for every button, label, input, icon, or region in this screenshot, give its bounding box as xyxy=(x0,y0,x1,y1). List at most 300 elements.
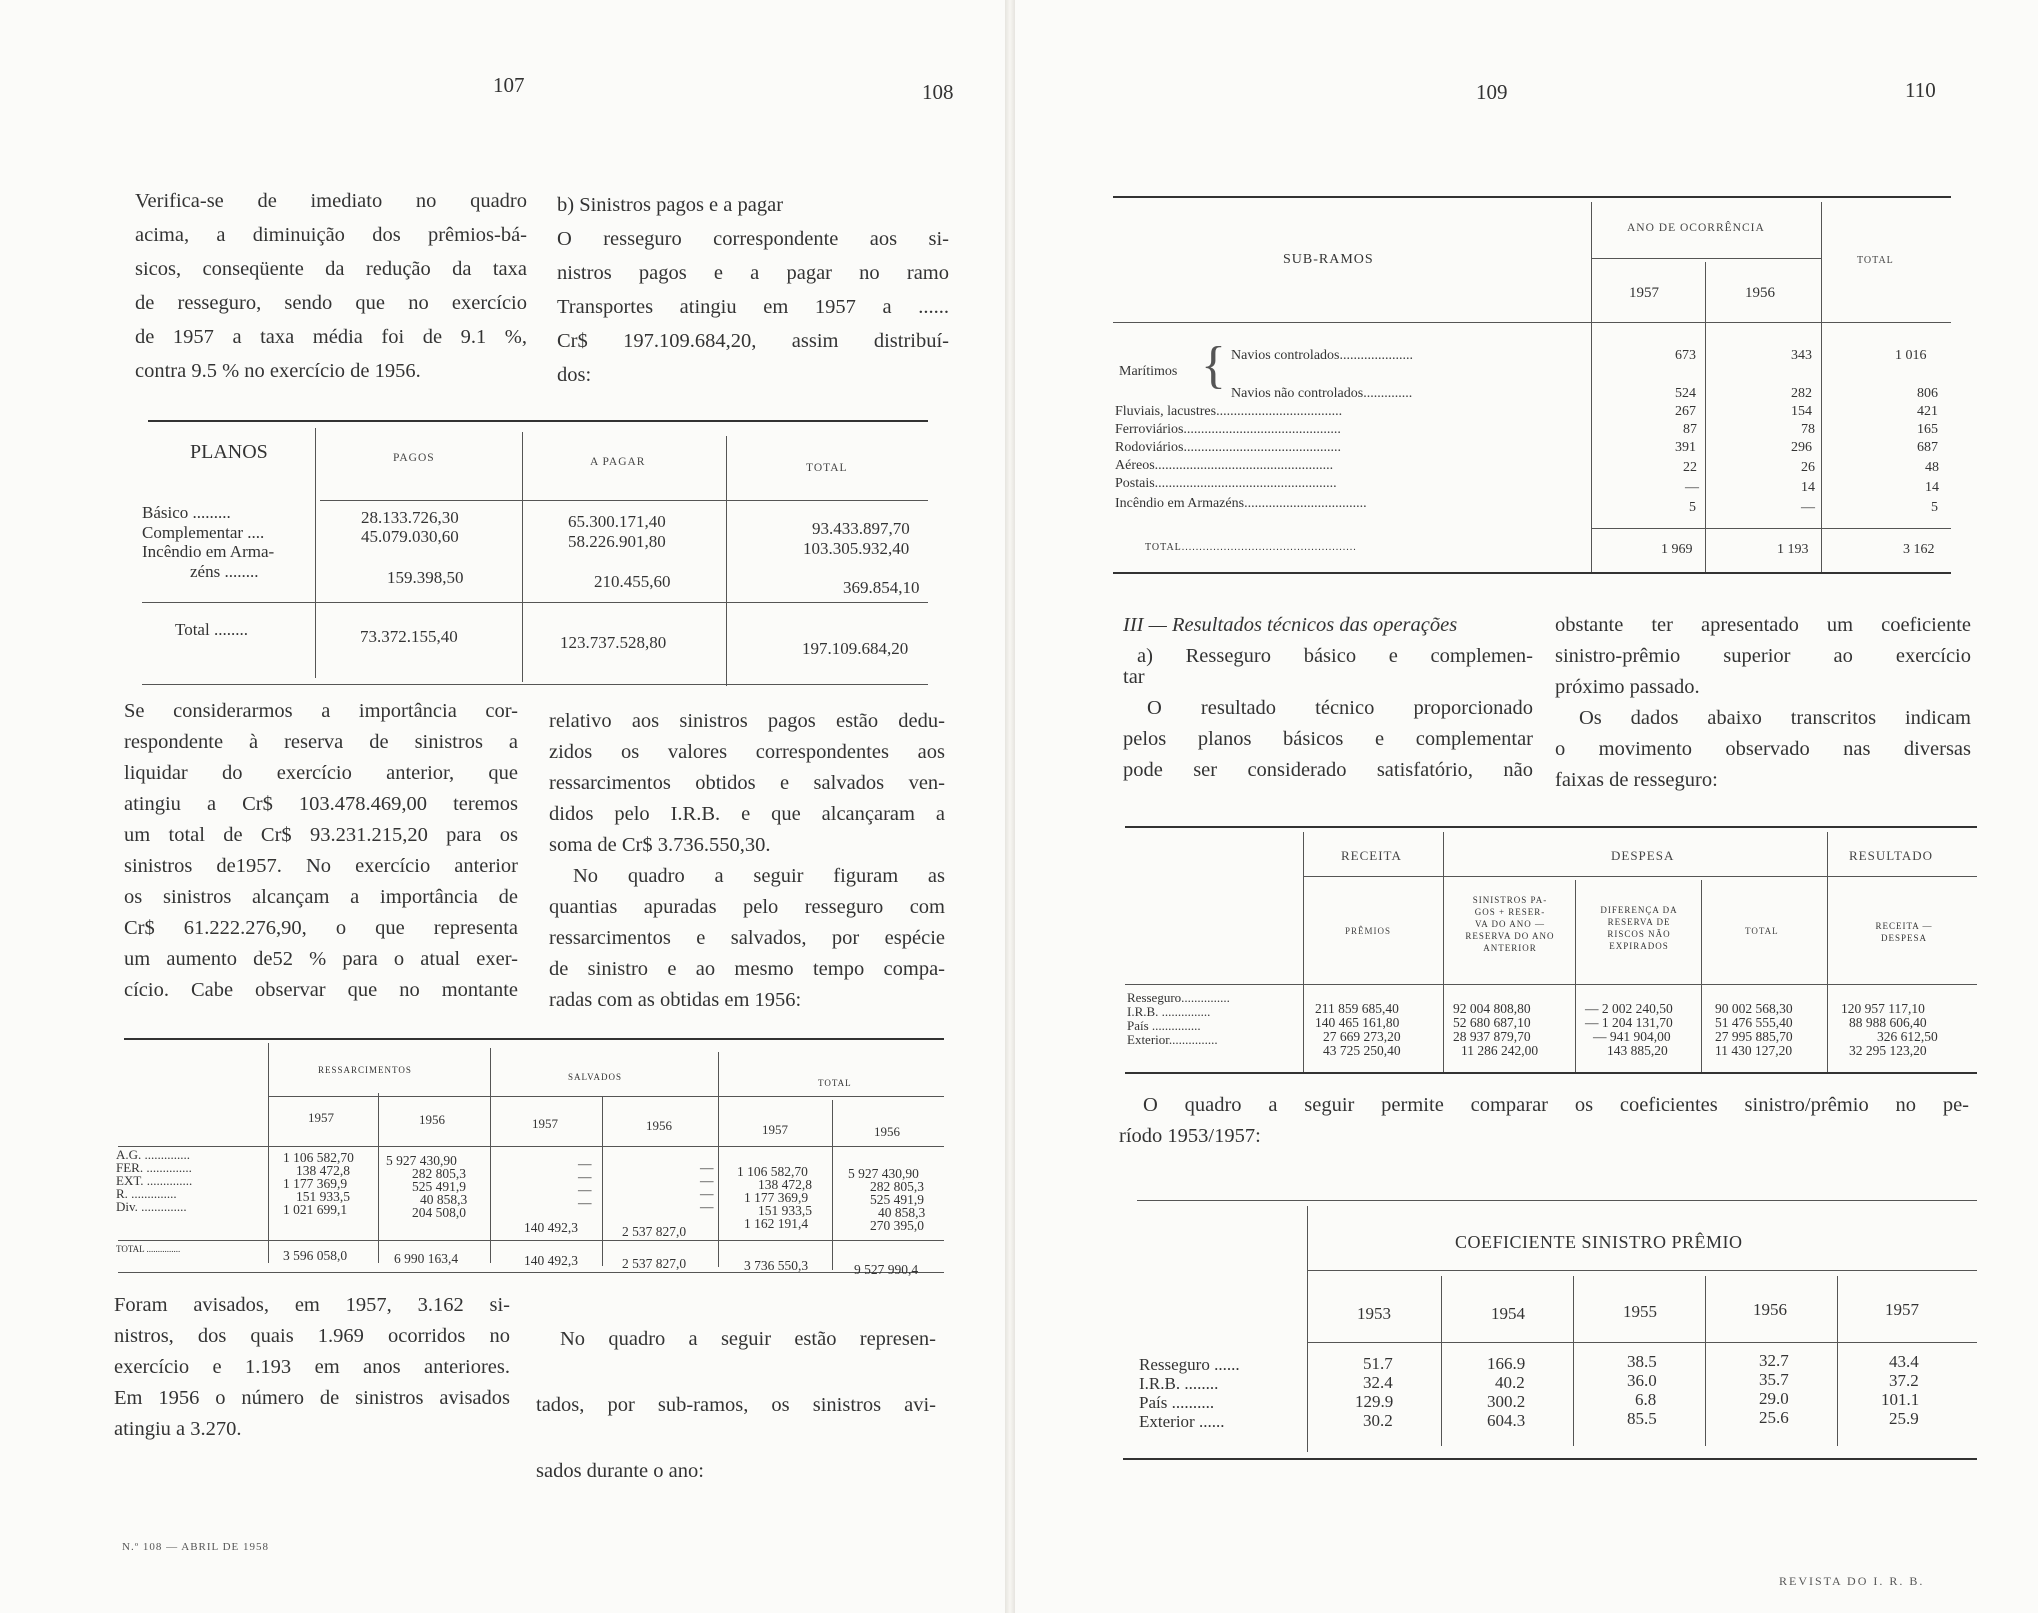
cell-value: 151 933,5 xyxy=(296,1189,350,1204)
cell-value: 14 xyxy=(1801,480,1815,495)
text-line: ríodo 1953/1957: xyxy=(1119,1125,1261,1147)
row-label: País .......... xyxy=(1139,1393,1215,1412)
header-subramos: SUB-RAMOS xyxy=(1283,252,1374,267)
cell-value: 36.0 xyxy=(1627,1371,1657,1390)
cell-value: 28.133.726,30 xyxy=(361,508,459,527)
group-header: TOTAL xyxy=(818,1078,852,1088)
cell-value: 28 937 879,70 xyxy=(1453,1029,1531,1044)
cell-value: 2 537 827,0 xyxy=(622,1256,687,1271)
cell-value: 11 430 127,20 xyxy=(1715,1043,1793,1058)
cell-value: — xyxy=(578,1169,592,1184)
group-header: SALVADOS xyxy=(568,1072,623,1082)
row-label: I.R.B. ............... xyxy=(1127,1004,1211,1019)
group-header: RESSARCIMENTOS xyxy=(318,1065,412,1075)
row-label: Exterior............... xyxy=(1127,1032,1218,1047)
cell-value: 5 xyxy=(1689,500,1696,515)
table-rule xyxy=(1113,322,1951,323)
table-column-rule xyxy=(1705,1276,1706,1446)
year-header: 1953 xyxy=(1357,1304,1391,1323)
table-rule xyxy=(1137,1200,1977,1201)
text-line: quantias apuradas pelo resseguro com xyxy=(549,896,945,918)
cell-value: 282 xyxy=(1791,386,1812,401)
text-line: acima, a diminuição dos prêmios-bá- xyxy=(135,224,527,246)
header-diferenca xyxy=(1581,904,1697,952)
text-line: faixas de resseguro: xyxy=(1555,769,1718,791)
row-label: FER. .............. xyxy=(116,1160,192,1175)
table-column-rule xyxy=(1821,202,1822,572)
cell-value: 210.455,60 xyxy=(594,572,671,591)
row-label: Resseguro ...... xyxy=(1139,1355,1240,1374)
text-line: tar xyxy=(1123,666,1145,688)
table-rule xyxy=(1307,1270,1977,1271)
cell-value: 204 508,0 xyxy=(412,1205,466,1220)
table-column-rule xyxy=(726,436,727,686)
text-line: dos: xyxy=(557,364,592,386)
text-line: exercício e 1.193 em anos anteriores. xyxy=(114,1356,510,1378)
text-line: radas com as obtidas em 1956: xyxy=(549,989,802,1011)
cell-value: 267 xyxy=(1675,404,1696,419)
text-line: o movimento observado nas diversas xyxy=(1555,738,1971,760)
header-premios: PRÊMIOS xyxy=(1345,926,1392,936)
cell-value: 143 885,20 xyxy=(1607,1043,1668,1058)
row-label: Resseguro............... xyxy=(1127,990,1230,1005)
text-line: ressarcimentos e salvados, por espécie xyxy=(549,927,945,949)
row-label: Complementar .... xyxy=(142,523,265,542)
cell-value: 26 xyxy=(1801,460,1815,475)
cell-value: 687 xyxy=(1917,440,1938,455)
cell-value: 1 177 369,9 xyxy=(744,1190,809,1205)
text-line: de 1957 a taxa média foi de 9.1 %, xyxy=(135,326,527,348)
cell-value: — xyxy=(578,1195,592,1210)
table-column-rule xyxy=(1441,1276,1442,1446)
cell-value: 87 xyxy=(1683,422,1697,437)
table-column-rule xyxy=(315,428,316,678)
text-line: próximo passado. xyxy=(1555,676,1700,698)
coef-title: COEFICIENTE SINISTRO PRÊMIO xyxy=(1455,1232,1743,1252)
p107-paragraph-1 xyxy=(135,184,527,388)
cell-value: 6.8 xyxy=(1635,1390,1657,1409)
cell-value: 140 492,3 xyxy=(524,1253,578,1268)
text-line: b) Sinistros pagos e a pagar xyxy=(557,194,784,216)
table-column-rule xyxy=(522,432,523,682)
cell-value: 14 xyxy=(1925,480,1939,495)
text-line: atingiu a Cr$ 103.478.469,00 teremos xyxy=(124,793,518,815)
p107-paragraph-3 xyxy=(114,1290,510,1445)
text-line: O quadro a seguir permite comparar os coeficientes sinistro/prêmio no pe- xyxy=(1143,1094,1969,1116)
cell-value: 65.300.171,40 xyxy=(568,512,666,531)
cell-value: 43.4 xyxy=(1889,1352,1919,1371)
cell-value: 369.854,10 xyxy=(843,578,920,597)
table-column-rule xyxy=(490,1048,491,1263)
header-resultado: RESULTADO xyxy=(1849,848,1934,863)
table-column-rule xyxy=(1575,880,1576,1072)
table-column-rule xyxy=(832,1100,833,1270)
cell-value: 1 193 xyxy=(1777,542,1809,557)
row-label: A.G. .............. xyxy=(116,1147,191,1162)
cell-value: 9 527 990,4 xyxy=(854,1262,919,1277)
table-rule xyxy=(148,420,928,422)
header-line: SINISTROS PA- xyxy=(1472,895,1548,905)
table-column-rule xyxy=(1701,880,1702,1072)
p109-paragraph-1 xyxy=(1123,610,1533,786)
header-receita: RECEITA xyxy=(1341,848,1402,863)
cell-value: — xyxy=(1801,500,1815,515)
row-label: Exterior ...... xyxy=(1139,1412,1225,1431)
p107-paragraph-2 xyxy=(124,696,518,1006)
text-line: sicos, conseqüente da redução da taxa xyxy=(135,258,527,280)
text-line: nistros pagos e a pagar no ramo xyxy=(557,262,949,284)
table-rule xyxy=(1113,196,1951,198)
row-label: Rodoviários............................................. xyxy=(1115,440,1341,455)
text-line: soma de Cr$ 3.736.550,30. xyxy=(549,834,771,856)
cell-value: 154 xyxy=(1791,404,1812,419)
cell-value: 32.4 xyxy=(1363,1373,1393,1392)
text-line: O resultado técnico proporcionado xyxy=(1147,697,1533,719)
text-line: tados, por sub-ramos, os sinistros avi- xyxy=(536,1394,936,1416)
cell-value: 32 295 123,20 xyxy=(1849,1043,1927,1058)
year-header: 1956 xyxy=(419,1112,445,1127)
cell-value: 48 xyxy=(1925,460,1939,475)
table-column-rule xyxy=(378,1093,379,1263)
total-value: 73.372.155,40 xyxy=(360,627,458,646)
table-rule xyxy=(142,602,928,603)
table-rule xyxy=(1303,876,1977,877)
page-number-110: 110 xyxy=(1905,78,1936,102)
header-pagos: PAGOS xyxy=(393,452,435,464)
cell-value: 2 537 827,0 xyxy=(622,1224,687,1239)
cell-value: — xyxy=(700,1173,714,1188)
row-label: Incêndio em Armazéns................................... xyxy=(1115,496,1367,511)
text-line: Se considerarmos a importância cor- xyxy=(124,700,518,722)
row-label: Ferroviários............................................. xyxy=(1115,422,1341,437)
cell-value: 6 990 163,4 xyxy=(394,1251,459,1266)
cell-value: — xyxy=(700,1160,714,1175)
table-column-rule xyxy=(1303,832,1304,1072)
text-line: pelos planos básicos e complementar xyxy=(1123,728,1533,750)
cell-value: 40 858,3 xyxy=(420,1192,468,1207)
page-number-107: 107 xyxy=(493,73,525,97)
year-header: 1957 xyxy=(308,1110,334,1125)
header-line: VA DO ANO — xyxy=(1474,919,1546,929)
text-line: cício. Cabe observar que no montante xyxy=(124,979,518,1001)
cell-value: — 1 204 131,70 xyxy=(1585,1015,1673,1030)
header-line: DIFERENÇA DA xyxy=(1600,905,1678,915)
text-line: um aumento de52 % para o atual exer- xyxy=(124,948,518,970)
table-rule xyxy=(1591,528,1951,529)
cell-value: 138 472,8 xyxy=(296,1163,350,1178)
cell-value: 524 xyxy=(1675,386,1696,401)
footer-issue: N.º 108 — ABRIL DE 1958 xyxy=(122,1541,270,1553)
text-line: sinistros de1957. No exercício anterior xyxy=(124,855,518,877)
header-total: TOTAL xyxy=(1745,926,1779,936)
text-line: obstante ter apresentado um coeficiente xyxy=(1555,614,1971,636)
cell-value: 27 669 273,20 xyxy=(1323,1029,1401,1044)
table-rule xyxy=(1591,258,1821,259)
table-column-rule xyxy=(1705,262,1706,572)
year-header: 1956 xyxy=(1745,285,1775,301)
table-rule xyxy=(268,1096,944,1097)
table-rule xyxy=(124,1038,944,1040)
header-line: RISCOS NÃO xyxy=(1607,929,1671,939)
cell-value: 38.5 xyxy=(1627,1352,1657,1371)
header-line: RECEITA — xyxy=(1875,921,1933,931)
cell-value: — 2 002 240,50 xyxy=(1585,1001,1673,1016)
cell-value: — 941 904,00 xyxy=(1593,1029,1671,1044)
cell-value: 1 106 582,70 xyxy=(283,1150,354,1165)
cell-value: 1 969 xyxy=(1661,542,1693,557)
text-line: Em 1956 o número de sinistros avisados xyxy=(114,1387,510,1409)
cell-value: — xyxy=(700,1186,714,1201)
cell-value: 1 162 191,4 xyxy=(744,1216,809,1231)
header-line: EXPIRADOS xyxy=(1609,941,1669,951)
cell-value: 5 927 430,90 xyxy=(848,1166,919,1181)
table-rule xyxy=(1125,826,1977,828)
cell-value: 5 xyxy=(1931,500,1938,515)
table-column-rule xyxy=(268,1043,269,1263)
table-rule xyxy=(1123,1458,1977,1460)
cell-value: 120 957 117,10 xyxy=(1841,1001,1925,1016)
section-heading: III — Resultados técnicos das operações xyxy=(1123,614,1458,636)
table-column-rule xyxy=(1307,1206,1308,1452)
row-label: Fluviais, lacustres.................................... xyxy=(1115,404,1343,419)
cell-value: 78 xyxy=(1801,422,1815,437)
cell-value: 326 612,50 xyxy=(1877,1029,1938,1044)
row-label: Navios não controlados.............. xyxy=(1231,386,1413,401)
header-total: TOTAL xyxy=(806,462,848,474)
year-header: 1956 xyxy=(1753,1300,1787,1319)
cell-value: 270 395,0 xyxy=(870,1218,924,1233)
cell-value: 525 491,9 xyxy=(870,1192,924,1207)
cell-value: 11 286 242,00 xyxy=(1461,1043,1539,1058)
cell-value: 90 002 568,30 xyxy=(1715,1001,1793,1016)
cell-value: 58.226.901,80 xyxy=(568,532,666,551)
text-line: No quadro a seguir figuram as xyxy=(573,865,945,887)
year-header: 1956 xyxy=(646,1118,672,1133)
table-column-rule xyxy=(718,1052,719,1267)
left-page xyxy=(0,0,1005,1613)
brace: { xyxy=(1201,337,1226,394)
table-rule xyxy=(1113,572,1951,574)
text-line: a) Resseguro básico e complemen- xyxy=(1137,645,1533,667)
cell-value: 22 xyxy=(1683,460,1697,475)
text-line: liquidar do exercício anterior, que xyxy=(124,762,518,784)
row-label: I.R.B. ........ xyxy=(1139,1374,1219,1393)
cell-value: 1 177 369,9 xyxy=(283,1176,348,1191)
text-line: contra 9.5 % no exercício de 1956. xyxy=(135,360,421,382)
page-number-109: 109 xyxy=(1476,80,1508,104)
row-label: Div. .............. xyxy=(116,1199,187,1214)
text-line: atingiu a 3.270. xyxy=(114,1418,242,1440)
row-label: TOTAL ............... xyxy=(116,1244,181,1254)
cell-value: 343 xyxy=(1791,348,1812,363)
cell-value: 1 021 699,1 xyxy=(283,1202,348,1217)
p108-paragraph-1 xyxy=(557,188,949,392)
cell-value: 32.7 xyxy=(1759,1351,1789,1370)
header-a-pagar: A PAGAR xyxy=(590,456,646,468)
table-rule xyxy=(118,1146,944,1147)
text-line: respondente à reserva de sinistros a xyxy=(124,731,518,753)
table-rule xyxy=(1125,1072,1977,1074)
p108-paragraph-2 xyxy=(549,706,945,1016)
cell-value: 421 xyxy=(1917,404,1938,419)
cell-value: 806 xyxy=(1917,386,1938,401)
text-line: sados durante o ano: xyxy=(536,1460,704,1482)
cell-value: 129.9 xyxy=(1355,1392,1394,1411)
row-label: Básico ......... xyxy=(142,503,231,522)
cell-value: 3 736 550,3 xyxy=(744,1258,809,1273)
cell-value: 282 805,3 xyxy=(870,1179,924,1194)
p108-paragraph-3 xyxy=(536,1306,936,1504)
cell-value: 1 016 xyxy=(1895,348,1927,363)
cell-value: 282 805,3 xyxy=(412,1166,466,1181)
text-line: zidos os valores correspondentes aos xyxy=(549,741,945,763)
row-label: R. .............. xyxy=(116,1186,177,1201)
cell-value: 296 xyxy=(1791,440,1812,455)
text-line: Verifica-se de imediato no quadro xyxy=(135,190,527,212)
cell-value: 43 725 250,40 xyxy=(1323,1043,1401,1058)
footer-revista: REVISTA DO I. R. B. xyxy=(1779,1574,1925,1588)
total-label: Total ........ xyxy=(175,620,248,639)
row-label-total: TOTAL.................................................. xyxy=(1145,542,1357,553)
header-line: DESPESA xyxy=(1880,933,1927,943)
total-value: 197.109.684,20 xyxy=(802,639,909,658)
cell-value: 5 927 430,90 xyxy=(386,1153,457,1168)
text-line: No quadro a seguir estão represen- xyxy=(560,1328,936,1350)
text-line: relativo aos sinistros pagos estão dedu- xyxy=(549,710,945,732)
row-label: EXT. .............. xyxy=(116,1173,193,1188)
row-label: Postais.................................................... xyxy=(1115,476,1337,491)
cell-value: 101.1 xyxy=(1881,1390,1920,1409)
cell-value: 391 xyxy=(1675,440,1696,455)
text-line: de sinistro e ao mesmo tempo compa- xyxy=(549,958,945,980)
header-ano-ocorrencia: ANO DE OCORRÊNCIA xyxy=(1627,222,1765,234)
cell-value: 51.7 xyxy=(1363,1354,1393,1373)
text-line: ressarcimentos obtidos e salvados ven- xyxy=(549,772,945,794)
cell-value: 51 476 555,40 xyxy=(1715,1015,1793,1030)
cell-value: 211 859 685,40 xyxy=(1315,1001,1399,1016)
cell-value: 138 472,8 xyxy=(758,1177,812,1192)
header-line: ANTERIOR xyxy=(1483,943,1537,953)
cell-value: 166.9 xyxy=(1487,1354,1526,1373)
cell-value: 159.398,50 xyxy=(387,568,464,587)
year-header: 1957 xyxy=(1629,285,1659,301)
text-line: pode ser considerado satisfatório, não xyxy=(1123,759,1533,781)
text-line: O resseguro correspondente aos si- xyxy=(557,228,949,250)
book-gutter xyxy=(1005,0,1015,1613)
cell-value: 140 465 161,80 xyxy=(1315,1015,1400,1030)
text-line: Foram avisados, em 1957, 3.162 si- xyxy=(114,1294,510,1316)
cell-value: 673 xyxy=(1675,348,1696,363)
table-column-rule xyxy=(1573,1276,1574,1446)
cell-value: 25.9 xyxy=(1889,1409,1919,1428)
header-line: RESERVA DO ANO xyxy=(1465,931,1555,941)
year-header: 1957 xyxy=(1885,1300,1919,1319)
table-rule xyxy=(320,500,928,501)
table-rule xyxy=(1125,984,1977,985)
header-despesa: DESPESA xyxy=(1611,848,1675,863)
year-header: 1955 xyxy=(1623,1302,1657,1321)
row-label: País ............... xyxy=(1127,1018,1201,1033)
year-header: 1957 xyxy=(762,1122,788,1137)
row-label: zéns ........ xyxy=(190,562,259,581)
cell-value: 27 995 885,70 xyxy=(1715,1029,1793,1044)
cell-value: 604.3 xyxy=(1487,1411,1526,1430)
table-rule xyxy=(118,1240,944,1241)
p110-paragraph-1 xyxy=(1555,610,1971,796)
right-page xyxy=(1015,0,2038,1613)
row-label: Navios controlados..................... xyxy=(1231,348,1413,363)
text-line: Cr$ 197.109.684,20, assim distribuí- xyxy=(557,330,949,352)
text-line: sinistro-prêmio superior ao exercício xyxy=(1555,645,1971,667)
text-line: didos pelo I.R.B. e que alcançaram a xyxy=(549,803,945,825)
cell-value: — xyxy=(578,1182,592,1197)
cell-value: 85.5 xyxy=(1627,1409,1657,1428)
p109-paragraph-2 xyxy=(1119,1090,1969,1152)
text-line: um total de Cr$ 93.231.215,20 para os xyxy=(124,824,518,846)
cell-value: 40 858,3 xyxy=(878,1205,926,1220)
cell-value: 35.7 xyxy=(1759,1370,1789,1389)
group-label-maritimos: Marítimos xyxy=(1119,364,1178,379)
total-value: 123.737.528,80 xyxy=(560,633,667,652)
cell-value: 93.433.897,70 xyxy=(812,519,910,538)
cell-value: 40.2 xyxy=(1495,1373,1525,1392)
cell-value: 92 004 808,80 xyxy=(1453,1001,1531,1016)
header-line: RESERVA DE xyxy=(1607,917,1671,927)
table-column-rule xyxy=(1837,1276,1838,1446)
cell-value: 1 106 582,70 xyxy=(737,1164,808,1179)
cell-value: — xyxy=(700,1199,714,1214)
cell-value: 3 162 xyxy=(1903,542,1935,557)
cell-value: 30.2 xyxy=(1363,1411,1393,1430)
header-line: GOS + RESER- xyxy=(1474,907,1546,917)
cell-value: 25.6 xyxy=(1759,1408,1789,1427)
text-line: nistros, dos quais 1.969 ocorridos no xyxy=(114,1325,510,1347)
table-rule xyxy=(142,684,928,685)
table-rule xyxy=(118,1272,944,1273)
text-line: de resseguro, sendo que no exercício xyxy=(135,292,527,314)
table-rule xyxy=(1307,1342,1977,1343)
cell-value: 103.305.932,40 xyxy=(803,539,910,558)
year-header: 1954 xyxy=(1491,1304,1525,1323)
cell-value: 140 492,3 xyxy=(524,1220,578,1235)
cell-value: — xyxy=(578,1156,592,1171)
header-total: TOTAL xyxy=(1857,255,1894,266)
cell-value: 151 933,5 xyxy=(758,1203,812,1218)
year-header: 1956 xyxy=(874,1124,900,1139)
year-header: 1957 xyxy=(532,1116,558,1131)
cell-value: 165 xyxy=(1917,422,1938,437)
page-number-108: 108 xyxy=(922,80,954,104)
header-sinistros xyxy=(1451,894,1569,954)
header-receita-despesa xyxy=(1849,920,1959,944)
cell-value: 88 988 606,40 xyxy=(1849,1015,1927,1030)
cell-value: 29.0 xyxy=(1759,1389,1789,1408)
table-column-rule xyxy=(1443,832,1444,1072)
cell-value: 300.2 xyxy=(1487,1392,1526,1411)
cell-value: — xyxy=(1685,480,1699,495)
header-planos: PLANOS xyxy=(190,441,268,463)
row-label: Aéreos................................................... xyxy=(1115,458,1334,473)
cell-value: 52 680 687,10 xyxy=(1453,1015,1531,1030)
cell-value: 525 491,9 xyxy=(412,1179,466,1194)
text-line: Os dados abaixo transcritos indicam xyxy=(1579,707,1971,729)
row-label: Incêndio em Arma- xyxy=(142,542,275,561)
cell-value: 3 596 058,0 xyxy=(283,1248,348,1263)
text-line: Transportes atingiu em 1957 a ...... xyxy=(557,296,949,318)
text-line: os sinistros alcançam a importância de xyxy=(124,886,518,908)
table-column-rule xyxy=(1827,832,1828,1072)
cell-value: 37.2 xyxy=(1889,1371,1919,1390)
